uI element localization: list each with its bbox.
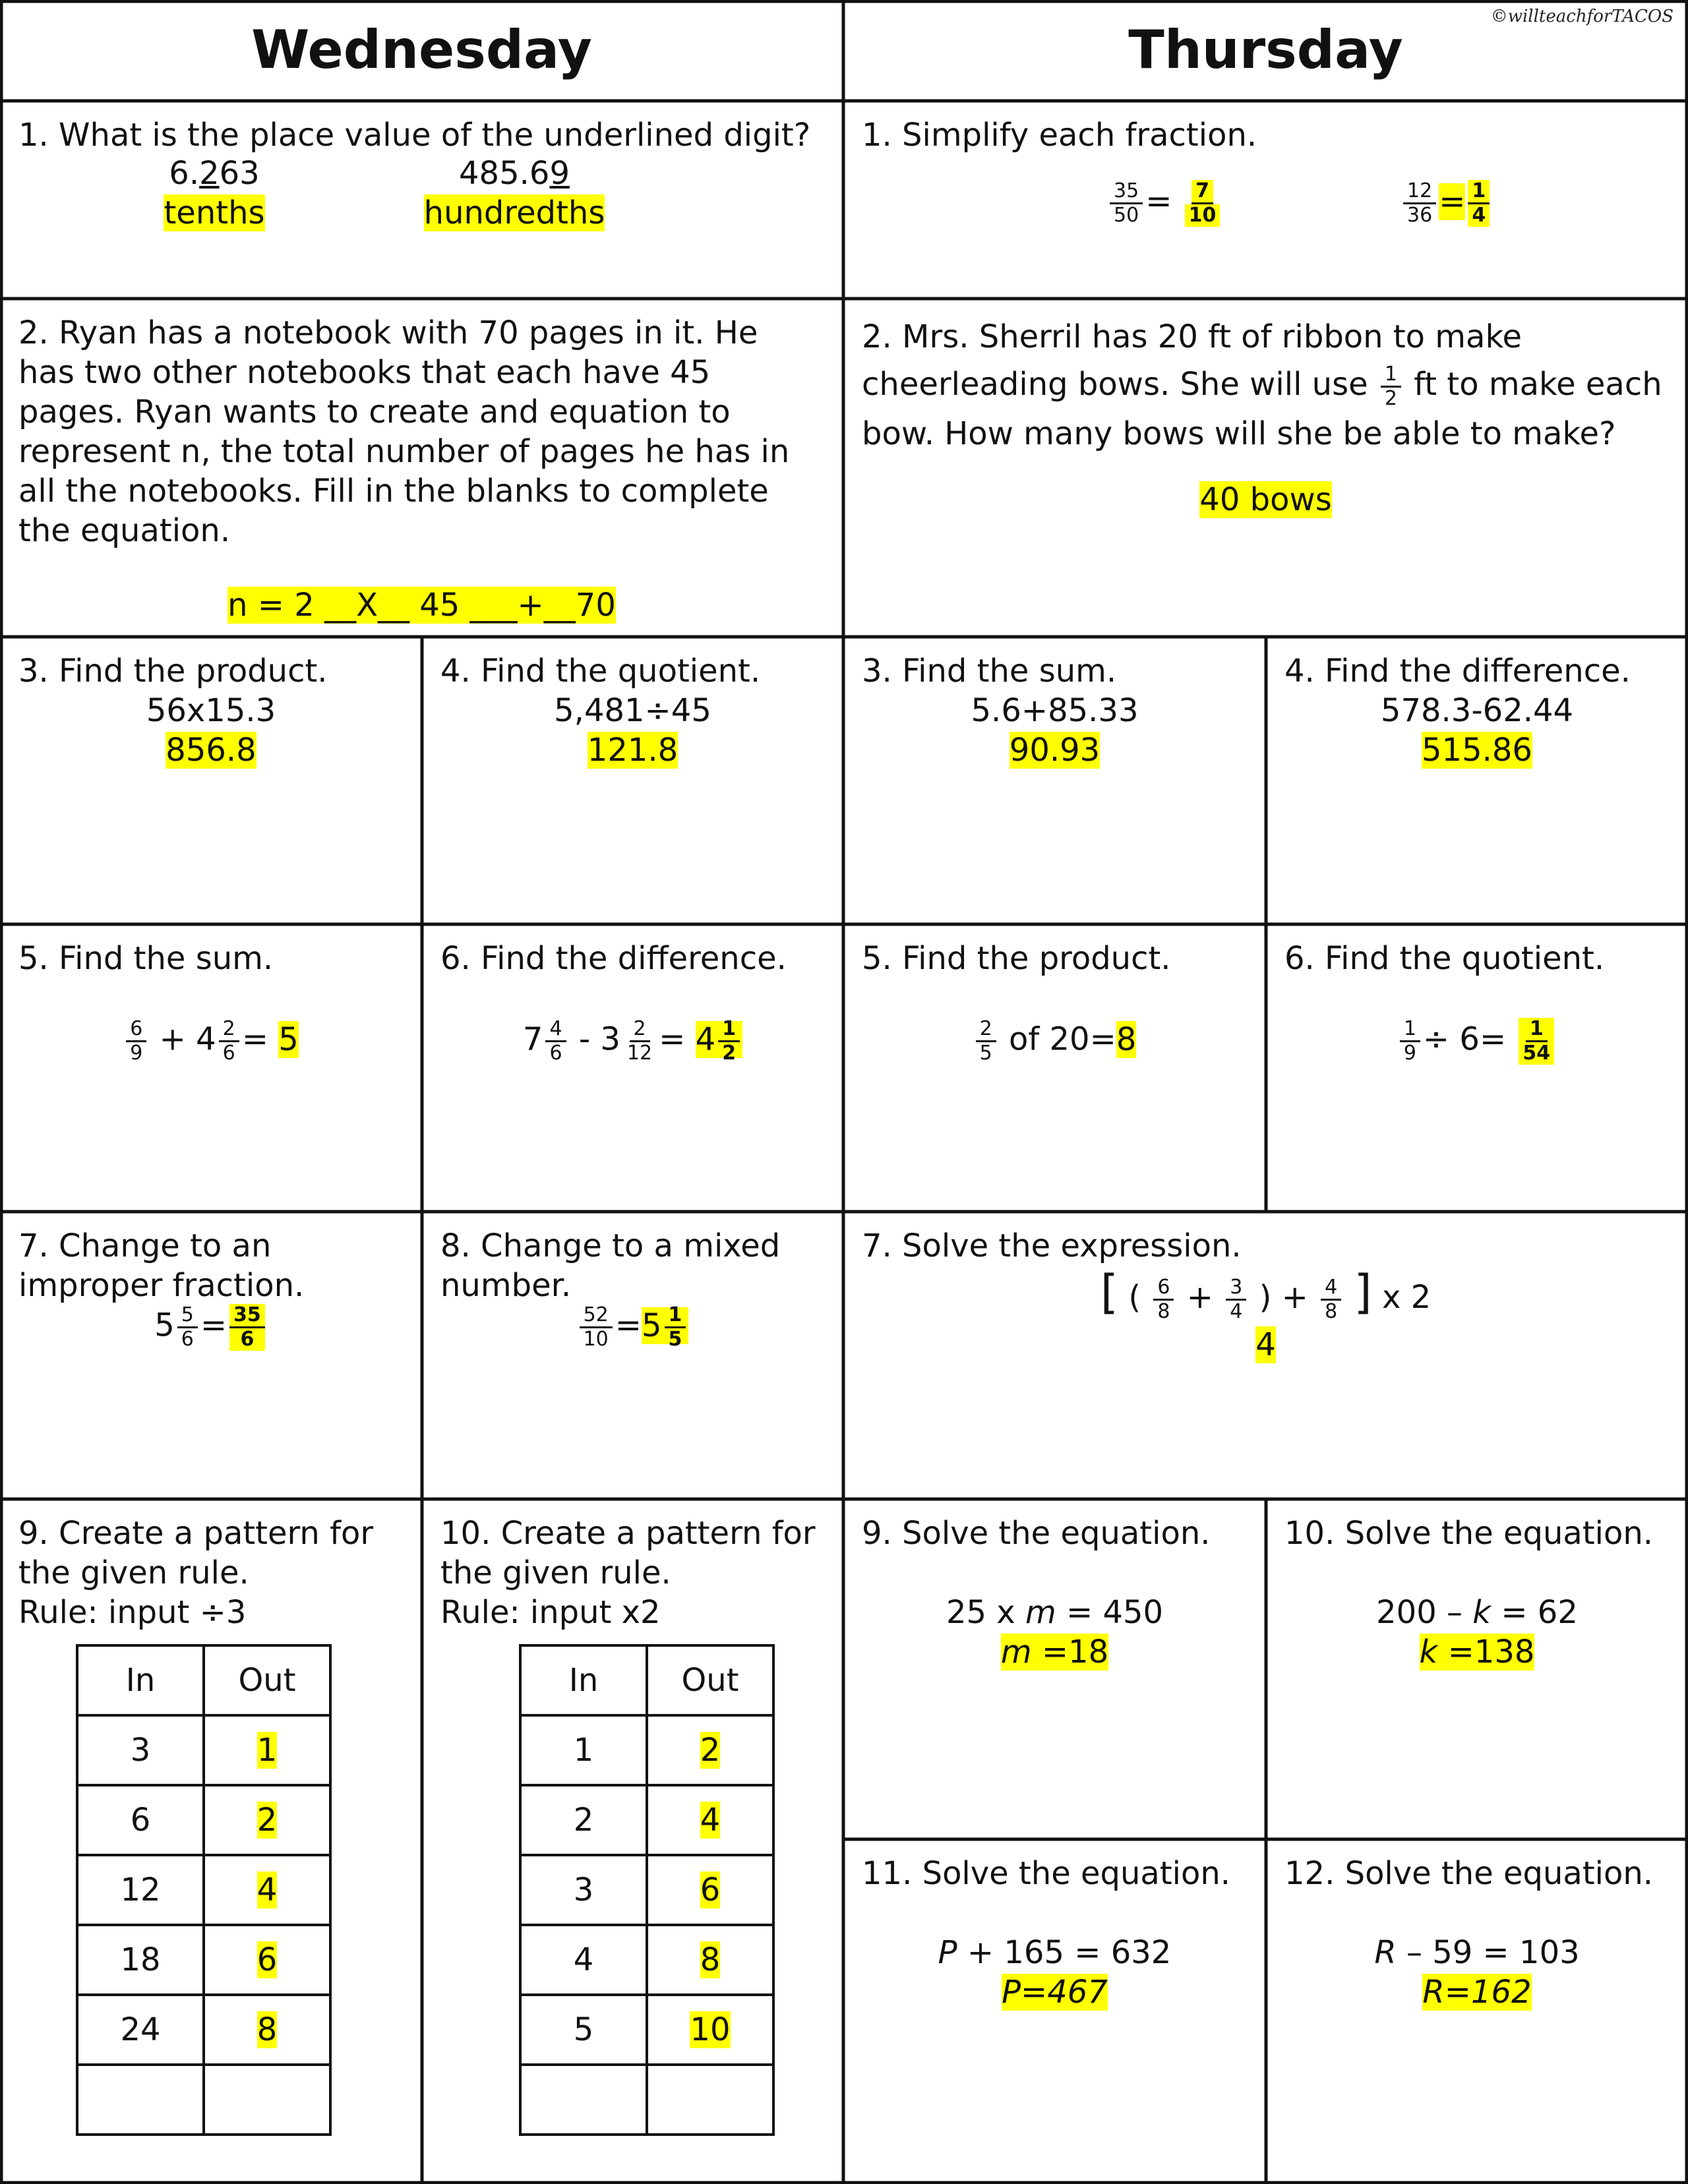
header-thursday: Thursday — [1128, 19, 1403, 80]
thu-q7-expression: [ ( $\frac{6}{8}$ + $\frac{3}{4}$ ) + $\frac{4}{8}$ ] x 2 — [1100, 1265, 1432, 1323]
wed-q1-answer-2: hundredths — [423, 194, 605, 231]
thu-q3 — [843, 637, 1266, 924]
wed-q3-problem: 56x15.3 — [146, 692, 276, 729]
table-row: 3 1 — [77, 1715, 330, 1785]
wed-q7-expression: 5 $\frac{5}{6}$ = $\frac{35}{6}$ — [0, 1304, 422, 1351]
wed-q3-answer: 856.8 — [166, 732, 256, 769]
thu-q1 — [843, 101, 1688, 299]
thu-q12-prompt: 12. Solve the equation. — [1284, 1855, 1654, 1892]
wed-q9-table — [76, 1644, 332, 2136]
thu-q5-expression: $\frac{2}{5}$ of 20=8 — [862, 1018, 1248, 1065]
table-row: 6 2 — [77, 1785, 330, 1855]
table-row: 2 4 — [520, 1785, 773, 1855]
table-row: 4 8 — [520, 1925, 773, 1995]
thu-q9-answer: m =18 — [1000, 1634, 1109, 1670]
thu-q9 — [843, 1499, 1266, 1839]
thu-q9-prompt: 9. Solve the equation. — [862, 1515, 1211, 1552]
wed-q3 — [0, 637, 422, 924]
table-row: 24 8 — [77, 1995, 330, 2065]
wed-q9-prompt: 9. Create a pattern for the given rule. — [18, 1515, 374, 1591]
table-header-in: In — [520, 1645, 647, 1715]
wed-q8-expression: $\frac{52}{10}$ =5 $\frac{1}{5}$ — [422, 1304, 843, 1351]
thu-q12-equation: R – 59 = 103 — [1374, 1934, 1580, 1971]
wed-q6-prompt: 6. Find the difference. — [440, 940, 787, 977]
wed-q6 — [422, 924, 843, 1212]
thu-q6-expression: $\frac{1}{9}$ ÷ 6= $\frac{1}{54}$ — [1284, 1018, 1670, 1065]
thu-q10-equation: 200 – k = 62 — [1376, 1594, 1578, 1631]
thu-q5 — [843, 924, 1266, 1212]
thu-q2-answer: 40 bows — [1199, 481, 1332, 518]
thu-q4-answer: 515.86 — [1422, 732, 1532, 769]
wed-q1-number-2: 485.69 — [459, 155, 570, 192]
wed-q2-prompt: 2. Ryan has a notebook with 70 pages in it. He has two other notebooks that each have 45 pages. Ryan wants to create and equation to represent n, the total number of pages he has in all the notebooks. Fill in the blanks to complete the equation. — [18, 314, 790, 549]
wed-q10-rule: Rule: input x2 — [440, 1594, 661, 1631]
thu-q11-equation: P + 165 = 632 — [938, 1934, 1172, 1971]
copyright-text: ©willteachforTACOS — [1490, 7, 1673, 26]
thu-q10-prompt: 10. Solve the equation. — [1284, 1515, 1654, 1552]
wed-q5-prompt: 5. Find the sum. — [18, 940, 274, 977]
thu-q1-prompt: 1. Simplify each fraction. — [862, 117, 1257, 154]
wed-q7-prompt: 7. Change to an improper fraction. — [18, 1227, 305, 1304]
wed-q1-number-1: 6.263 — [169, 155, 260, 192]
wed-q6-answer: 4 $\frac{1}{2}$ — [696, 1021, 742, 1058]
thu-q7-prompt: 7. Solve the expression. — [862, 1227, 1242, 1264]
thu-q6-prompt: 6. Find the quotient. — [1284, 940, 1605, 977]
wed-q3-prompt: 3. Find the product. — [18, 653, 328, 690]
thu-q11 — [843, 1839, 1266, 2184]
thu-q12 — [1266, 1839, 1688, 2184]
thu-q11-answer: P=467 — [1002, 1974, 1108, 2011]
wed-q5-expression: $\frac{6}{9}$ + 4 $\frac{2}{6}$ = 5 — [18, 1018, 404, 1065]
thu-q10-answer: k =138 — [1419, 1634, 1535, 1670]
thu-q3-prompt: 3. Find the sum. — [862, 653, 1117, 690]
wed-q4-prompt: 4. Find the quotient. — [440, 653, 761, 690]
thu-q4-problem: 578.3-62.44 — [1380, 692, 1574, 729]
thu-q11-prompt: 11. Solve the equation. — [862, 1855, 1231, 1892]
wed-q4-problem: 5,481÷45 — [554, 692, 711, 729]
wed-q8-prompt: 8. Change to a mixed number. — [440, 1227, 781, 1304]
thu-q1-answer-b: $\frac{1}{4}$ — [1468, 180, 1490, 227]
table-header-out: Out — [647, 1645, 773, 1715]
table-row: 5 10 — [520, 1995, 773, 2065]
table-row: 18 6 — [77, 1925, 330, 1995]
wed-q4 — [422, 637, 843, 924]
wed-q10-prompt: 10. Create a pattern for the given rule. — [440, 1515, 816, 1591]
wed-q6-expression: 7 $\frac{4}{6}$ - 3 $\frac{2}{12}$ = 4 $\frac{1}{2}$ — [440, 1018, 825, 1065]
thu-q7-answer: 4 — [1255, 1326, 1276, 1363]
thu-q6-answer: $\frac{1}{54}$ — [1519, 1018, 1554, 1065]
wed-q1-answer-1: tenths — [164, 194, 265, 231]
thu-q5-prompt: 5. Find the product. — [862, 940, 1171, 977]
thu-q2-prompt: 2. Mrs. Sherril has 20 ft of ribbon to make cheerleading bows. She will use $\frac{1}{2}$ ft to make each bow. How many bows will she be able to make? — [862, 318, 1662, 452]
thu-q3-problem: 5.6+85.33 — [971, 692, 1139, 729]
wed-q1-prompt: 1. What is the place value of the underlined digit? — [18, 117, 811, 154]
wed-q10-table — [519, 1644, 775, 2136]
wed-q8-answer: 5 $\frac{1}{5}$ — [642, 1307, 688, 1344]
header-wednesday: Wednesday — [251, 19, 592, 80]
thu-q1-fraction-b: $\frac{12}{36}$ = $\frac{1}{4}$ — [1401, 180, 1492, 227]
wed-q7-answer: $\frac{35}{6}$ — [229, 1304, 265, 1351]
thu-q1-answer-a: $\frac{7}{10}$ — [1185, 180, 1221, 227]
thu-q1-fraction-a: $\frac{35}{50}$ = $\frac{7}{10}$ — [1107, 180, 1222, 227]
wed-q5 — [0, 924, 422, 1212]
wed-q7 — [0, 1212, 422, 1499]
wed-q8 — [422, 1212, 843, 1499]
thu-q12-answer: R=162 — [1422, 1974, 1532, 2011]
table-header-in: In — [77, 1645, 204, 1715]
table-row — [520, 2065, 773, 2135]
thu-q4 — [1266, 637, 1688, 924]
table-row: 1 2 — [520, 1715, 773, 1785]
thu-q6 — [1266, 924, 1688, 1212]
thu-q7 — [843, 1212, 1688, 1499]
wed-q9-rule: Rule: input ÷3 — [18, 1594, 247, 1631]
wed-q4-answer: 121.8 — [587, 732, 678, 769]
table-row: 12 4 — [77, 1855, 330, 1925]
wed-q1 — [0, 101, 843, 299]
wed-q5-answer: 5 — [278, 1020, 299, 1058]
table-row: 3 6 — [520, 1855, 773, 1925]
thu-q5-answer: 8 — [1116, 1020, 1137, 1058]
thu-q2 — [843, 299, 1688, 637]
thu-q4-prompt: 4. Find the difference. — [1284, 653, 1631, 690]
wed-q2-answer: n = 2 __X__ 45 ___+__70 — [227, 587, 616, 624]
thu-q10 — [1266, 1499, 1688, 1839]
table-header-out: Out — [204, 1645, 330, 1715]
table-row — [77, 2065, 330, 2135]
wed-q2 — [0, 299, 843, 637]
thu-q9-equation: 25 x m = 450 — [946, 1594, 1164, 1631]
thu-q3-answer: 90.93 — [1009, 732, 1100, 769]
